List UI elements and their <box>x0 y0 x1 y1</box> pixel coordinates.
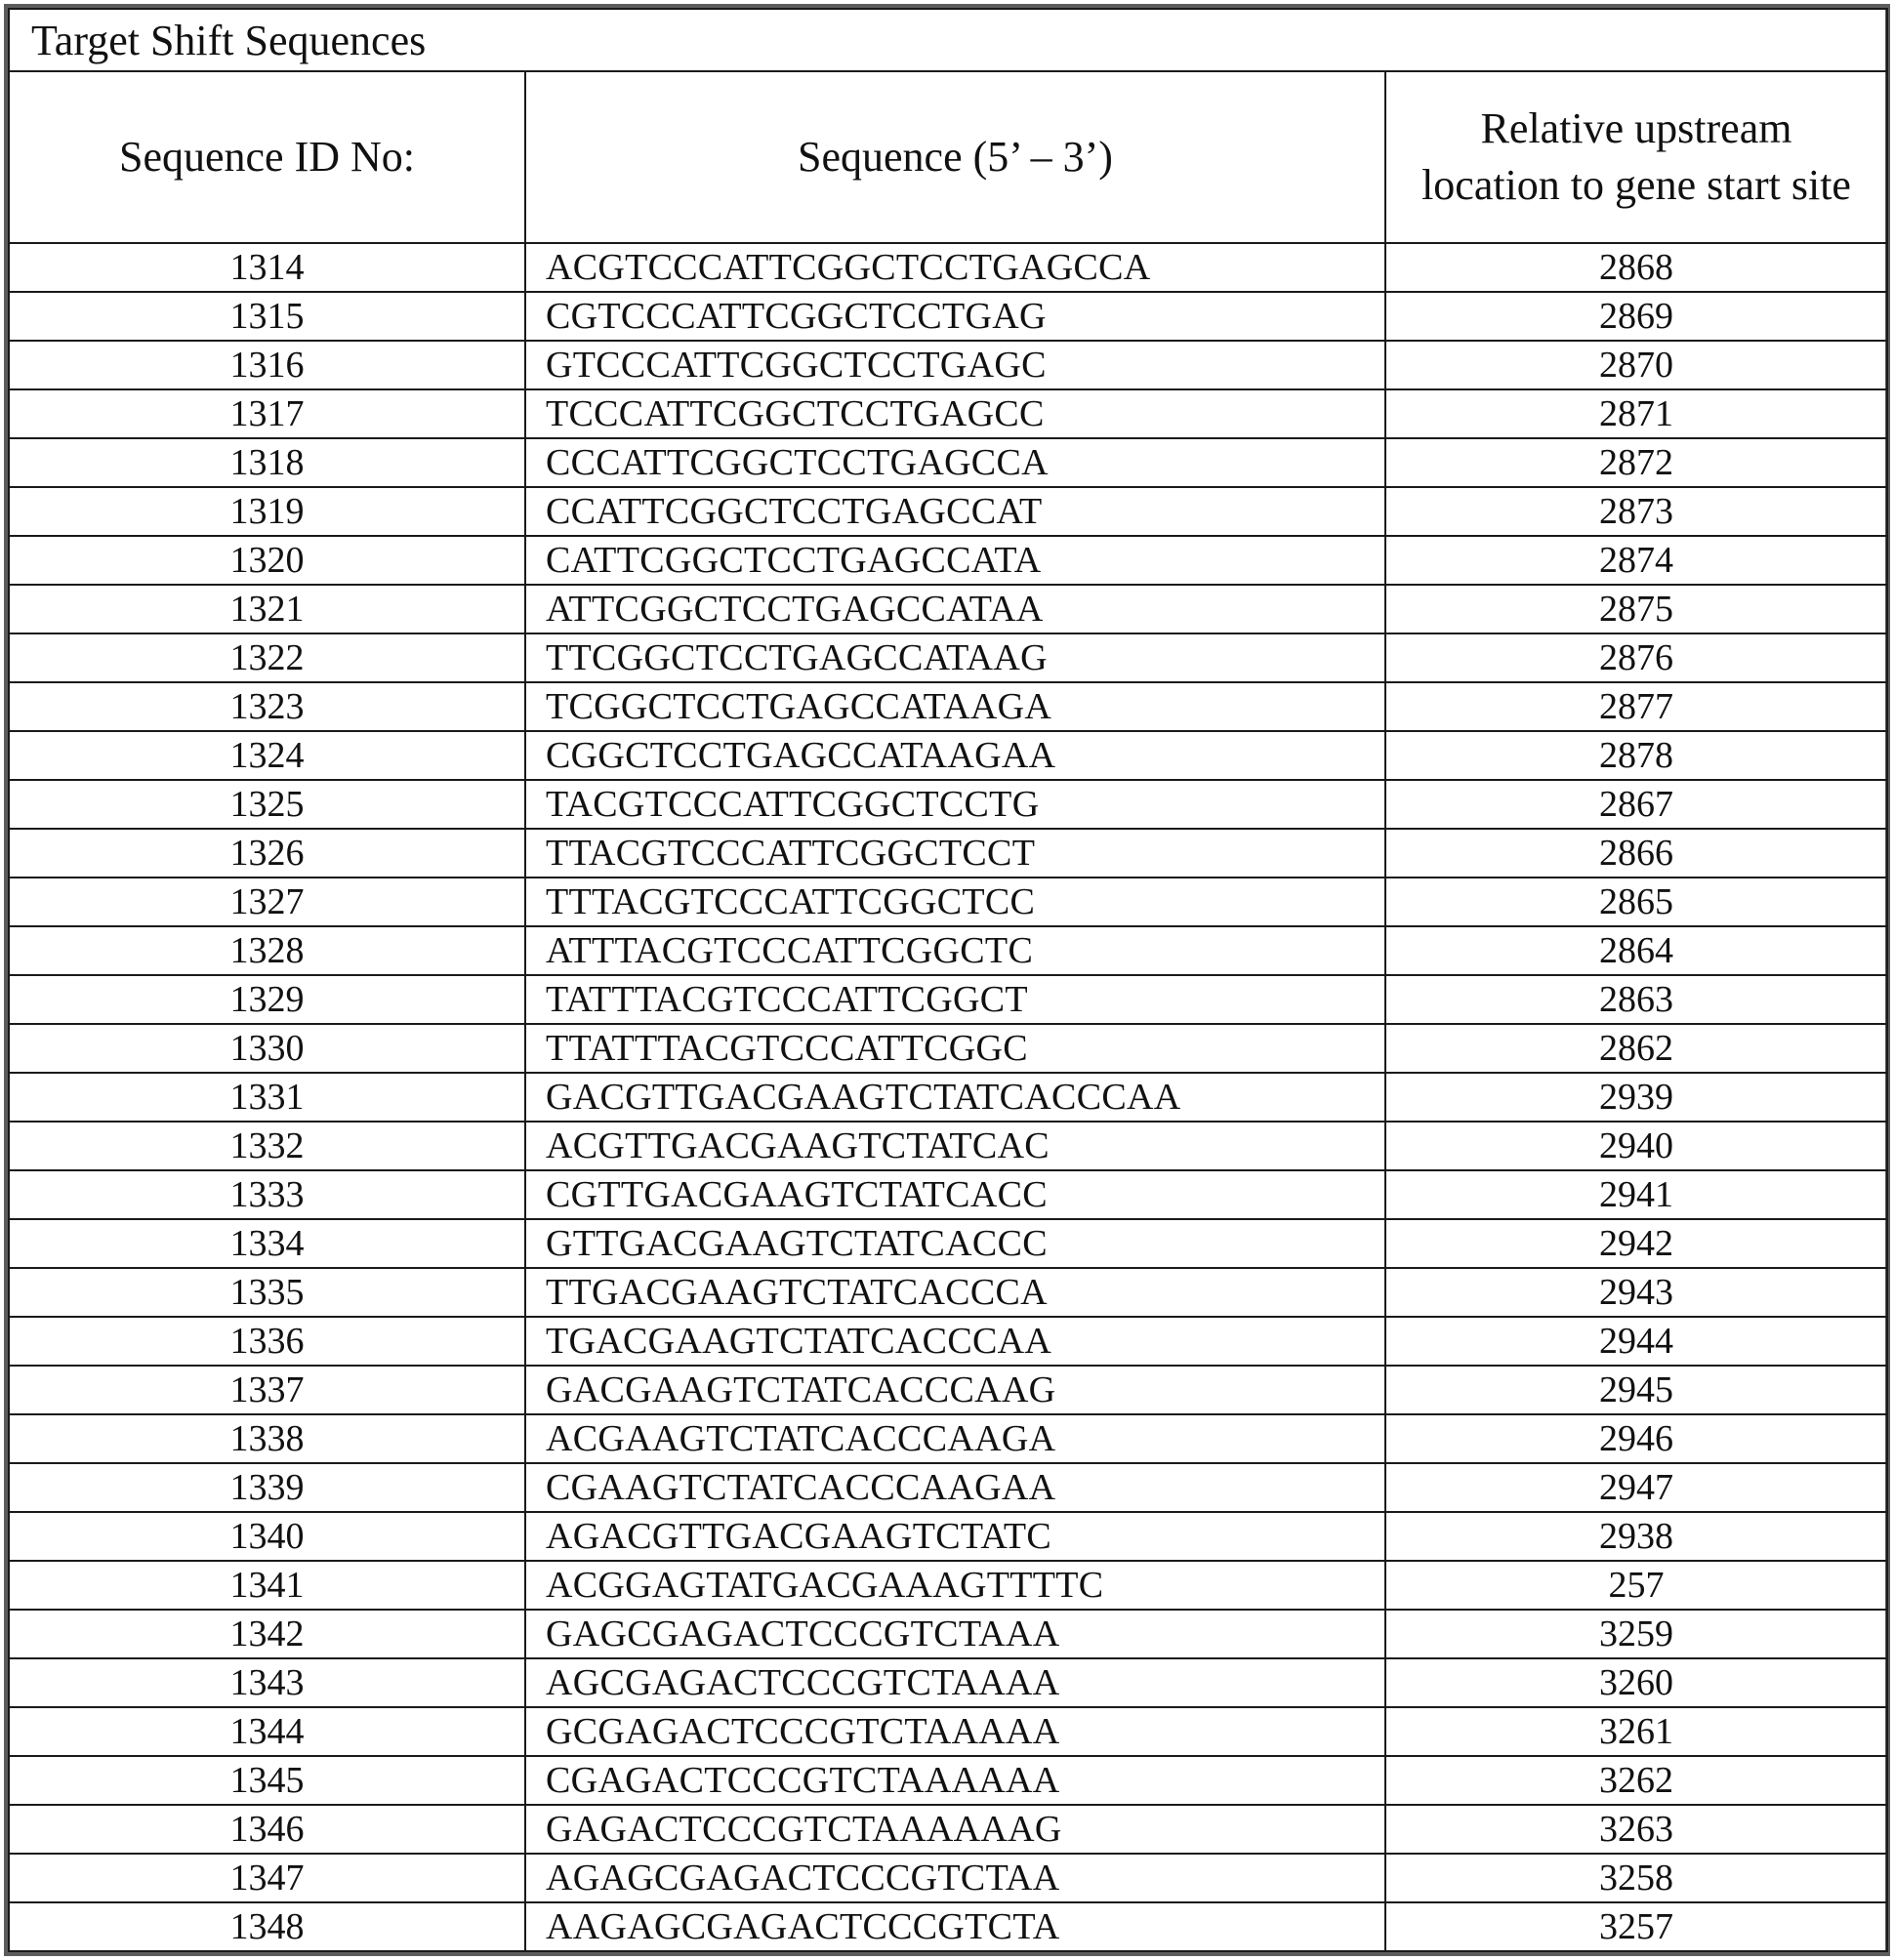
location-cell: 2867 <box>1385 780 1887 829</box>
table-row <box>9 438 1887 487</box>
table-row <box>9 633 1887 682</box>
table-row <box>9 585 1887 633</box>
sequence-cell: CGTTGACGAAGTCTATCACC <box>525 1170 1385 1219</box>
sequence-cell: TTCGGCTCCTGAGCCATAAG <box>525 633 1385 682</box>
location-cell: 2870 <box>1385 341 1887 389</box>
location-cell: 3258 <box>1385 1854 1887 1902</box>
sequence-id-cell: 1325 <box>9 780 525 829</box>
sequence-id-cell: 1327 <box>9 878 525 926</box>
sequence-id-cell: 1337 <box>9 1366 525 1414</box>
sequence-id-cell: 1328 <box>9 926 525 975</box>
location-cell: 2863 <box>1385 975 1887 1024</box>
table-row <box>9 975 1887 1024</box>
table-row <box>9 243 1887 292</box>
sequence-id-cell: 1334 <box>9 1219 525 1268</box>
header-location: Relative upstream location to gene start site <box>1385 71 1887 243</box>
location-cell: 2945 <box>1385 1366 1887 1414</box>
sequence-cell: GTTGACGAAGTCTATCACCC <box>525 1219 1385 1268</box>
location-cell: 2941 <box>1385 1170 1887 1219</box>
sequence-cell: CATTCGGCTCCTGAGCCATA <box>525 536 1385 585</box>
title-row <box>9 9 1887 71</box>
location-cell: 3262 <box>1385 1756 1887 1805</box>
sequence-id-cell: 1319 <box>9 487 525 536</box>
sequence-cell: TCCCATTCGGCTCCTGAGCC <box>525 389 1385 438</box>
location-cell: 2864 <box>1385 926 1887 975</box>
location-cell: 2877 <box>1385 682 1887 731</box>
sequence-id-cell: 1315 <box>9 292 525 341</box>
sequence-cell: ACGAAGTCTATCACCCAAGA <box>525 1414 1385 1463</box>
table-row <box>9 1024 1887 1073</box>
sequence-cell: ATTTACGTCCCATTCGGCTC <box>525 926 1385 975</box>
sequence-id-cell: 1333 <box>9 1170 525 1219</box>
table-row <box>9 1366 1887 1414</box>
table-row <box>9 389 1887 438</box>
table-body <box>9 243 1887 1951</box>
table-row <box>9 1512 1887 1561</box>
sequence-cell: TTTACGTCCCATTCGGCTCC <box>525 878 1385 926</box>
table-row <box>9 682 1887 731</box>
table-row <box>9 1073 1887 1122</box>
header-row <box>9 71 1887 243</box>
sequence-id-cell: 1336 <box>9 1317 525 1366</box>
sequence-id-cell: 1314 <box>9 243 525 292</box>
table-row <box>9 926 1887 975</box>
location-cell: 2871 <box>1385 389 1887 438</box>
sequence-cell: CCATTCGGCTCCTGAGCCAT <box>525 487 1385 536</box>
location-cell: 2868 <box>1385 243 1887 292</box>
sequence-cell: TTACGTCCCATTCGGCTCCT <box>525 829 1385 878</box>
header-sequence-id: Sequence ID No: <box>9 71 525 243</box>
table-row <box>9 780 1887 829</box>
sequence-cell: GACGTTGACGAAGTCTATCACCCAA <box>525 1073 1385 1122</box>
sequence-id-cell: 1347 <box>9 1854 525 1902</box>
location-cell: 257 <box>1385 1561 1887 1610</box>
table-row <box>9 1122 1887 1170</box>
sequence-id-cell: 1326 <box>9 829 525 878</box>
sequence-cell: ACGGAGTATGACGAAAGTTTTC <box>525 1561 1385 1610</box>
sequence-id-cell: 1344 <box>9 1707 525 1756</box>
sequence-cell: CGAAGTCTATCACCCAAGAA <box>525 1463 1385 1512</box>
sequence-id-cell: 1317 <box>9 389 525 438</box>
table-row <box>9 487 1887 536</box>
table-row <box>9 1414 1887 1463</box>
location-cell: 2865 <box>1385 878 1887 926</box>
table-row <box>9 1317 1887 1366</box>
table-row <box>9 1268 1887 1317</box>
sequence-cell: GAGCGAGACTCCCGTCTAAA <box>525 1610 1385 1658</box>
table-row <box>9 731 1887 780</box>
sequence-id-cell: 1324 <box>9 731 525 780</box>
table-row <box>9 1561 1887 1610</box>
location-cell: 3261 <box>1385 1707 1887 1756</box>
location-cell: 2946 <box>1385 1414 1887 1463</box>
sequence-id-cell: 1332 <box>9 1122 525 1170</box>
sequence-cell: ACGTTGACGAAGTCTATCAC <box>525 1122 1385 1170</box>
location-cell: 2943 <box>1385 1268 1887 1317</box>
location-cell: 2873 <box>1385 487 1887 536</box>
sequence-cell: AAGAGCGAGACTCCCGTCTA <box>525 1902 1385 1951</box>
location-cell: 2940 <box>1385 1122 1887 1170</box>
sequence-cell: ACGTCCCATTCGGCTCCTGAGCCA <box>525 243 1385 292</box>
table-row <box>9 536 1887 585</box>
sequence-id-cell: 1320 <box>9 536 525 585</box>
sequence-cell: CGGCTCCTGAGCCATAAGAA <box>525 731 1385 780</box>
sequence-id-cell: 1345 <box>9 1756 525 1805</box>
sequence-cell: AGAGCGAGACTCCCGTCTAA <box>525 1854 1385 1902</box>
sequence-cell: GCGAGACTCCCGTCTAAAAA <box>525 1707 1385 1756</box>
table-row <box>9 1463 1887 1512</box>
sequence-id-cell: 1346 <box>9 1805 525 1854</box>
table-row <box>9 1854 1887 1902</box>
table-row <box>9 1756 1887 1805</box>
header-sequence: Sequence (5’ – 3’) <box>525 71 1385 243</box>
table-row <box>9 1610 1887 1658</box>
sequence-id-cell: 1338 <box>9 1414 525 1463</box>
location-cell: 2939 <box>1385 1073 1887 1122</box>
location-cell: 3257 <box>1385 1902 1887 1951</box>
location-cell: 3263 <box>1385 1805 1887 1854</box>
sequence-cell: TACGTCCCATTCGGCTCCTG <box>525 780 1385 829</box>
table-row <box>9 341 1887 389</box>
location-cell: 3260 <box>1385 1658 1887 1707</box>
sequence-id-cell: 1335 <box>9 1268 525 1317</box>
table-row <box>9 829 1887 878</box>
sequence-cell: GACGAAGTCTATCACCCAAG <box>525 1366 1385 1414</box>
location-cell: 2942 <box>1385 1219 1887 1268</box>
sequence-cell: CCCATTCGGCTCCTGAGCCA <box>525 438 1385 487</box>
table-row <box>9 878 1887 926</box>
target-shift-table <box>8 8 1888 1952</box>
table-row <box>9 1707 1887 1756</box>
sequence-cell: ATTCGGCTCCTGAGCCATAA <box>525 585 1385 633</box>
sequence-cell: TTGACGAAGTCTATCACCCA <box>525 1268 1385 1317</box>
table-row <box>9 1805 1887 1854</box>
sequence-id-cell: 1331 <box>9 1073 525 1122</box>
location-cell: 2938 <box>1385 1512 1887 1561</box>
sequence-id-cell: 1318 <box>9 438 525 487</box>
location-cell: 3259 <box>1385 1610 1887 1658</box>
sequence-id-cell: 1322 <box>9 633 525 682</box>
sequence-id-cell: 1316 <box>9 341 525 389</box>
sequence-id-cell: 1330 <box>9 1024 525 1073</box>
table-row <box>9 292 1887 341</box>
table-row <box>9 1170 1887 1219</box>
sequence-id-cell: 1342 <box>9 1610 525 1658</box>
sequence-id-cell: 1323 <box>9 682 525 731</box>
table-row <box>9 1658 1887 1707</box>
sequence-cell: TATTTACGTCCCATTCGGCT <box>525 975 1385 1024</box>
location-cell: 2872 <box>1385 438 1887 487</box>
sequence-cell: AGACGTTGACGAAGTCTATC <box>525 1512 1385 1561</box>
sequence-cell: TGACGAAGTCTATCACCCAA <box>525 1317 1385 1366</box>
sequence-id-cell: 1321 <box>9 585 525 633</box>
sequence-cell: GTCCCATTCGGCTCCTGAGC <box>525 341 1385 389</box>
location-cell: 2866 <box>1385 829 1887 878</box>
location-cell: 2875 <box>1385 585 1887 633</box>
location-cell: 2869 <box>1385 292 1887 341</box>
location-cell: 2944 <box>1385 1317 1887 1366</box>
table-title: Target Shift Sequences <box>9 9 1887 71</box>
location-cell: 2862 <box>1385 1024 1887 1073</box>
table-row <box>9 1219 1887 1268</box>
location-cell: 2874 <box>1385 536 1887 585</box>
sequence-id-cell: 1340 <box>9 1512 525 1561</box>
sequence-cell: CGTCCCATTCGGCTCCTGAG <box>525 292 1385 341</box>
sequence-id-cell: 1339 <box>9 1463 525 1512</box>
location-cell: 2947 <box>1385 1463 1887 1512</box>
sequence-id-cell: 1329 <box>9 975 525 1024</box>
table-row <box>9 1902 1887 1951</box>
sequence-cell: TCGGCTCCTGAGCCATAAGA <box>525 682 1385 731</box>
sequence-cell: GAGACTCCCGTCTAAAAAAG <box>525 1805 1385 1854</box>
sequence-id-cell: 1341 <box>9 1561 525 1610</box>
sequence-id-cell: 1343 <box>9 1658 525 1707</box>
sequence-cell: AGCGAGACTCCCGTCTAAAA <box>525 1658 1385 1707</box>
sequence-cell: CGAGACTCCCGTCTAAAAAA <box>525 1756 1385 1805</box>
location-cell: 2876 <box>1385 633 1887 682</box>
location-cell: 2878 <box>1385 731 1887 780</box>
sequence-id-cell: 1348 <box>9 1902 525 1951</box>
sequence-cell: TTATTTACGTCCCATTCGGC <box>525 1024 1385 1073</box>
